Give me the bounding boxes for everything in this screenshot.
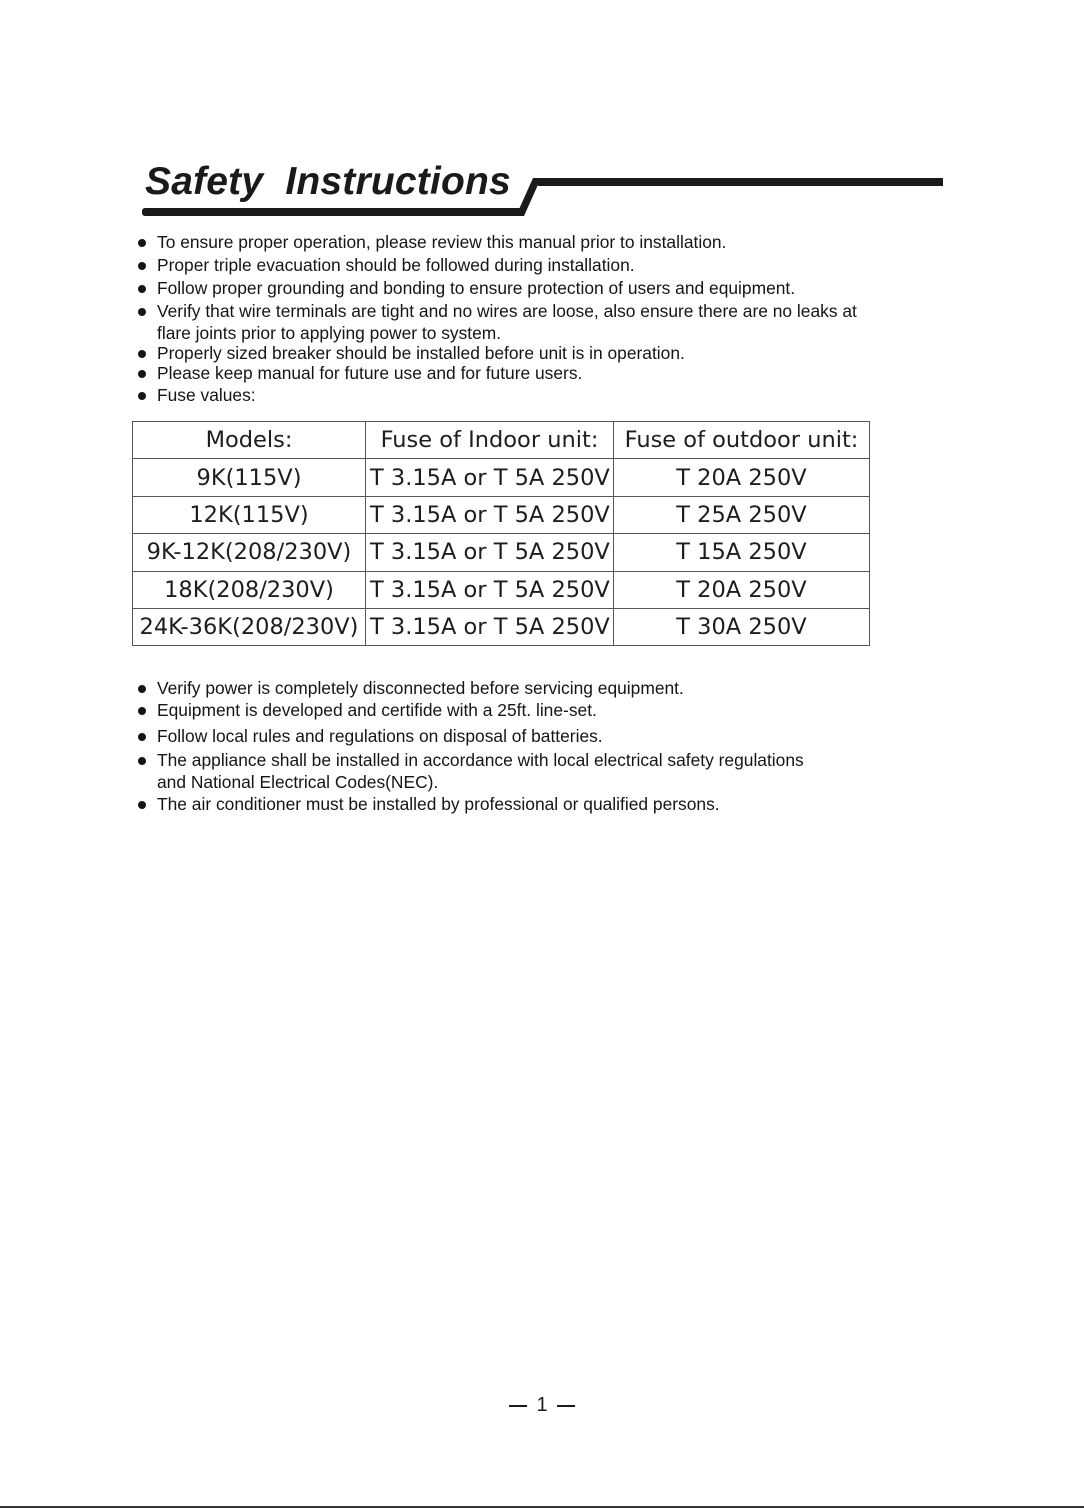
model-cell: 9K(115V) (133, 459, 366, 496)
bottom-border-line (0, 1506, 1084, 1508)
section-header (140, 158, 945, 220)
bullet-text: Proper triple evacuation should be followed during installation. (157, 255, 635, 275)
list-item (136, 725, 836, 747)
bullet-text: Properly sized breaker should be installed before unit is in operation. (157, 343, 685, 363)
bullet-icon (138, 350, 146, 358)
bullet-icon (138, 239, 146, 247)
list-item (136, 277, 906, 299)
indoor-fuse-cell: T 3.15A or T 5A 250V (366, 608, 614, 645)
safety-bullets-top (136, 231, 906, 406)
indoor-fuse-cell: T 3.15A or T 5A 250V (366, 571, 614, 608)
bullet-icon (138, 801, 146, 809)
outdoor-fuse-cell: T 20A 250V (614, 571, 870, 608)
indoor-fuse-cell: T 3.15A or T 5A 250V (366, 459, 614, 496)
bullet-icon (138, 757, 146, 765)
table-row (133, 534, 870, 571)
bullet-text: The appliance shall be installed in accordance with local electrical safety regulations and National Electrical Codes(NEC). (157, 750, 804, 792)
list-item (136, 300, 906, 344)
table-row (133, 459, 870, 496)
bullet-text: The air conditioner must be installed by professional or qualified persons. (157, 794, 720, 814)
table-row (133, 496, 870, 533)
list-item (136, 699, 836, 721)
model-cell: 9K-12K(208/230V) (133, 534, 366, 571)
page-title: Safety Instructions (145, 160, 511, 203)
list-item (136, 342, 906, 364)
table-row (133, 571, 870, 608)
indoor-fuse-cell: T 3.15A or T 5A 250V (366, 496, 614, 533)
bullet-icon (138, 733, 146, 741)
bullet-text: Equipment is developed and certifide with a 25ft. line-set. (157, 700, 597, 720)
column-header-indoor-fuse: Fuse of Indoor unit: (366, 422, 614, 459)
page-number-value: 1 (536, 1394, 548, 1416)
list-item (136, 677, 836, 699)
list-item (136, 793, 836, 815)
bullet-text: Follow proper grounding and bonding to ensure protection of users and equipment. (157, 278, 796, 298)
model-cell: 18K(208/230V) (133, 571, 366, 608)
dash-right-icon (557, 1405, 575, 1407)
list-item (136, 362, 906, 384)
bullet-icon (138, 370, 146, 378)
list-item (136, 384, 906, 406)
bullet-text: Fuse values: (157, 385, 256, 405)
bullet-text: Verify that wire terminals are tight and no wires are loose, also ensure there are no leaks at flare joints prior to applying power to system. (157, 301, 857, 343)
safety-bullets-bottom (136, 677, 836, 815)
model-cell: 24K-36K(208/230V) (133, 608, 366, 645)
bullet-icon (138, 262, 146, 270)
column-header-outdoor-fuse: Fuse of outdoor unit: (614, 422, 870, 459)
page-number (0, 1394, 1084, 1417)
bullet-text: Verify power is completely disconnected before servicing equipment. (157, 678, 684, 698)
outdoor-fuse-cell: T 25A 250V (614, 496, 870, 533)
list-item (136, 254, 906, 276)
bullet-text: To ensure proper operation, please review this manual prior to installation. (157, 232, 727, 252)
bullet-icon (138, 685, 146, 693)
indoor-fuse-cell: T 3.15A or T 5A 250V (366, 534, 614, 571)
outdoor-fuse-cell: T 20A 250V (614, 459, 870, 496)
table-header-row (133, 422, 870, 459)
fuse-values-table (132, 421, 870, 646)
dash-left-icon (509, 1405, 527, 1407)
bullet-text: Please keep manual for future use and for future users. (157, 363, 583, 383)
bullet-icon (138, 707, 146, 715)
list-item (136, 231, 906, 253)
bullet-icon (138, 392, 146, 400)
column-header-models: Models: (133, 422, 366, 459)
table-row (133, 608, 870, 645)
bullet-icon (138, 285, 146, 293)
bullet-icon (138, 308, 146, 316)
outdoor-fuse-cell: T 15A 250V (614, 534, 870, 571)
model-cell: 12K(115V) (133, 496, 366, 533)
list-item (136, 749, 836, 793)
bullet-text: Follow local rules and regulations on disposal of batteries. (157, 726, 603, 746)
outdoor-fuse-cell: T 30A 250V (614, 608, 870, 645)
